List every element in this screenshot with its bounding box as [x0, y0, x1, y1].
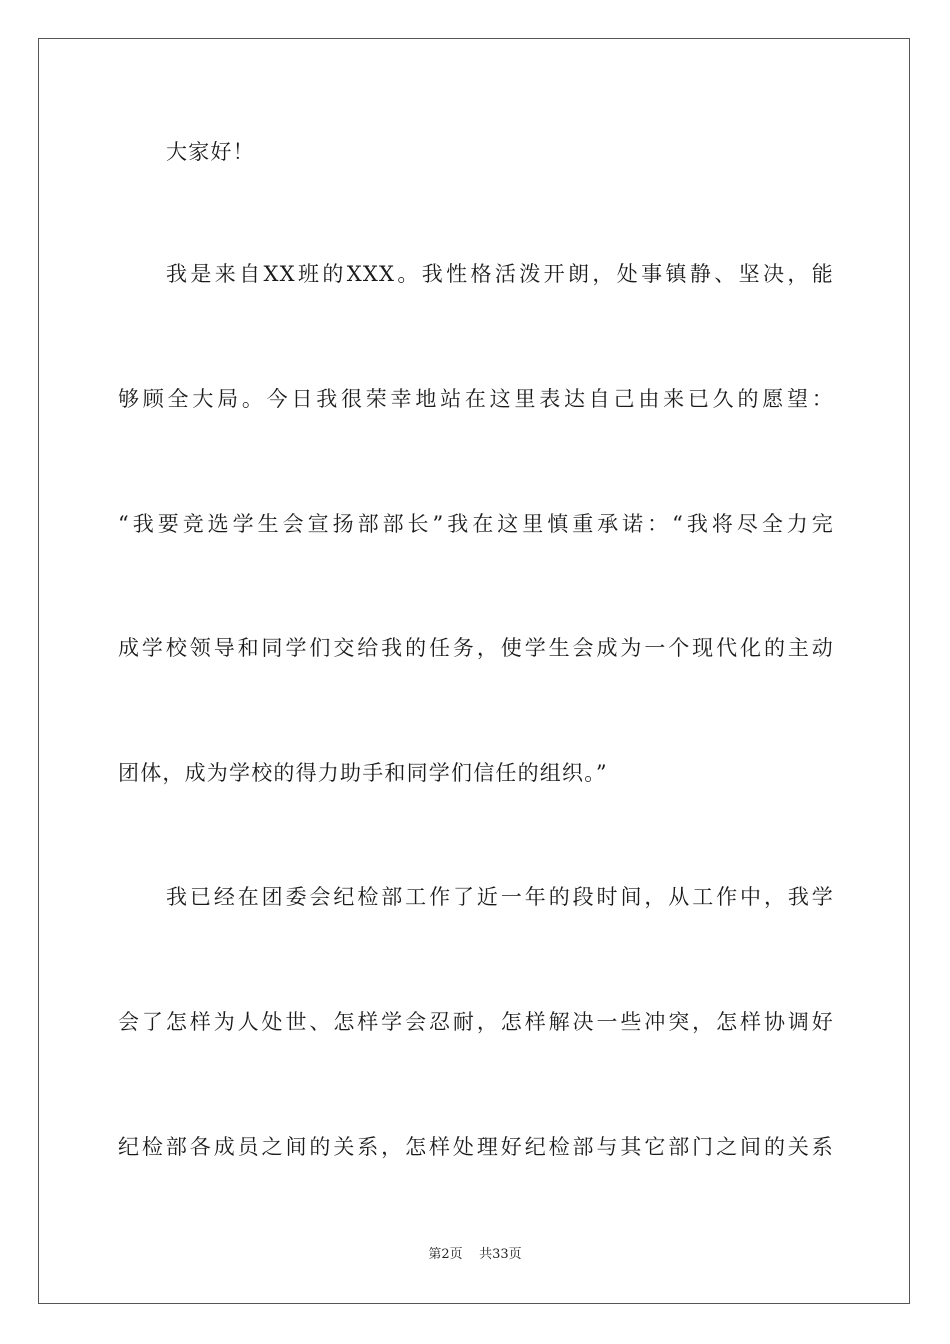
paragraph-line: 会了怎样为人处世、怎样学会忍耐，怎样解决一些冲突，怎样协调好 — [118, 1010, 834, 1034]
paragraph-line: “我要竞选学生会宣扬部部长”我在这里慎重承诺：“我将尽全力完 — [118, 512, 834, 536]
paragraph-line: 我已经在团委会纪检部工作了近一年的段时间，从工作中，我学 — [166, 885, 834, 909]
greeting-line: 大家好！ — [166, 140, 255, 164]
paragraph-line: 纪检部各成员之间的关系，怎样处理好纪检部与其它部门之间的关系 — [118, 1135, 834, 1159]
paragraph-line: 够顾全大局。今日我很荣幸地站在这里表达自己由来已久的愿望： — [118, 387, 834, 411]
paragraph-line: 成学校领导和同学们交给我的任务，使学生会成为一个现代化的主动 — [118, 636, 834, 660]
paragraph-line: 团体，成为学校的得力助手和同学们信任的组织。” — [118, 761, 608, 785]
paragraph-line: 我是来自XX班的XXX。我性格活泼开朗，处事镇静、坚决，能 — [166, 262, 834, 286]
page-number-footer: 第2页 共33页 — [428, 1247, 522, 1262]
page-border — [38, 38, 910, 1304]
